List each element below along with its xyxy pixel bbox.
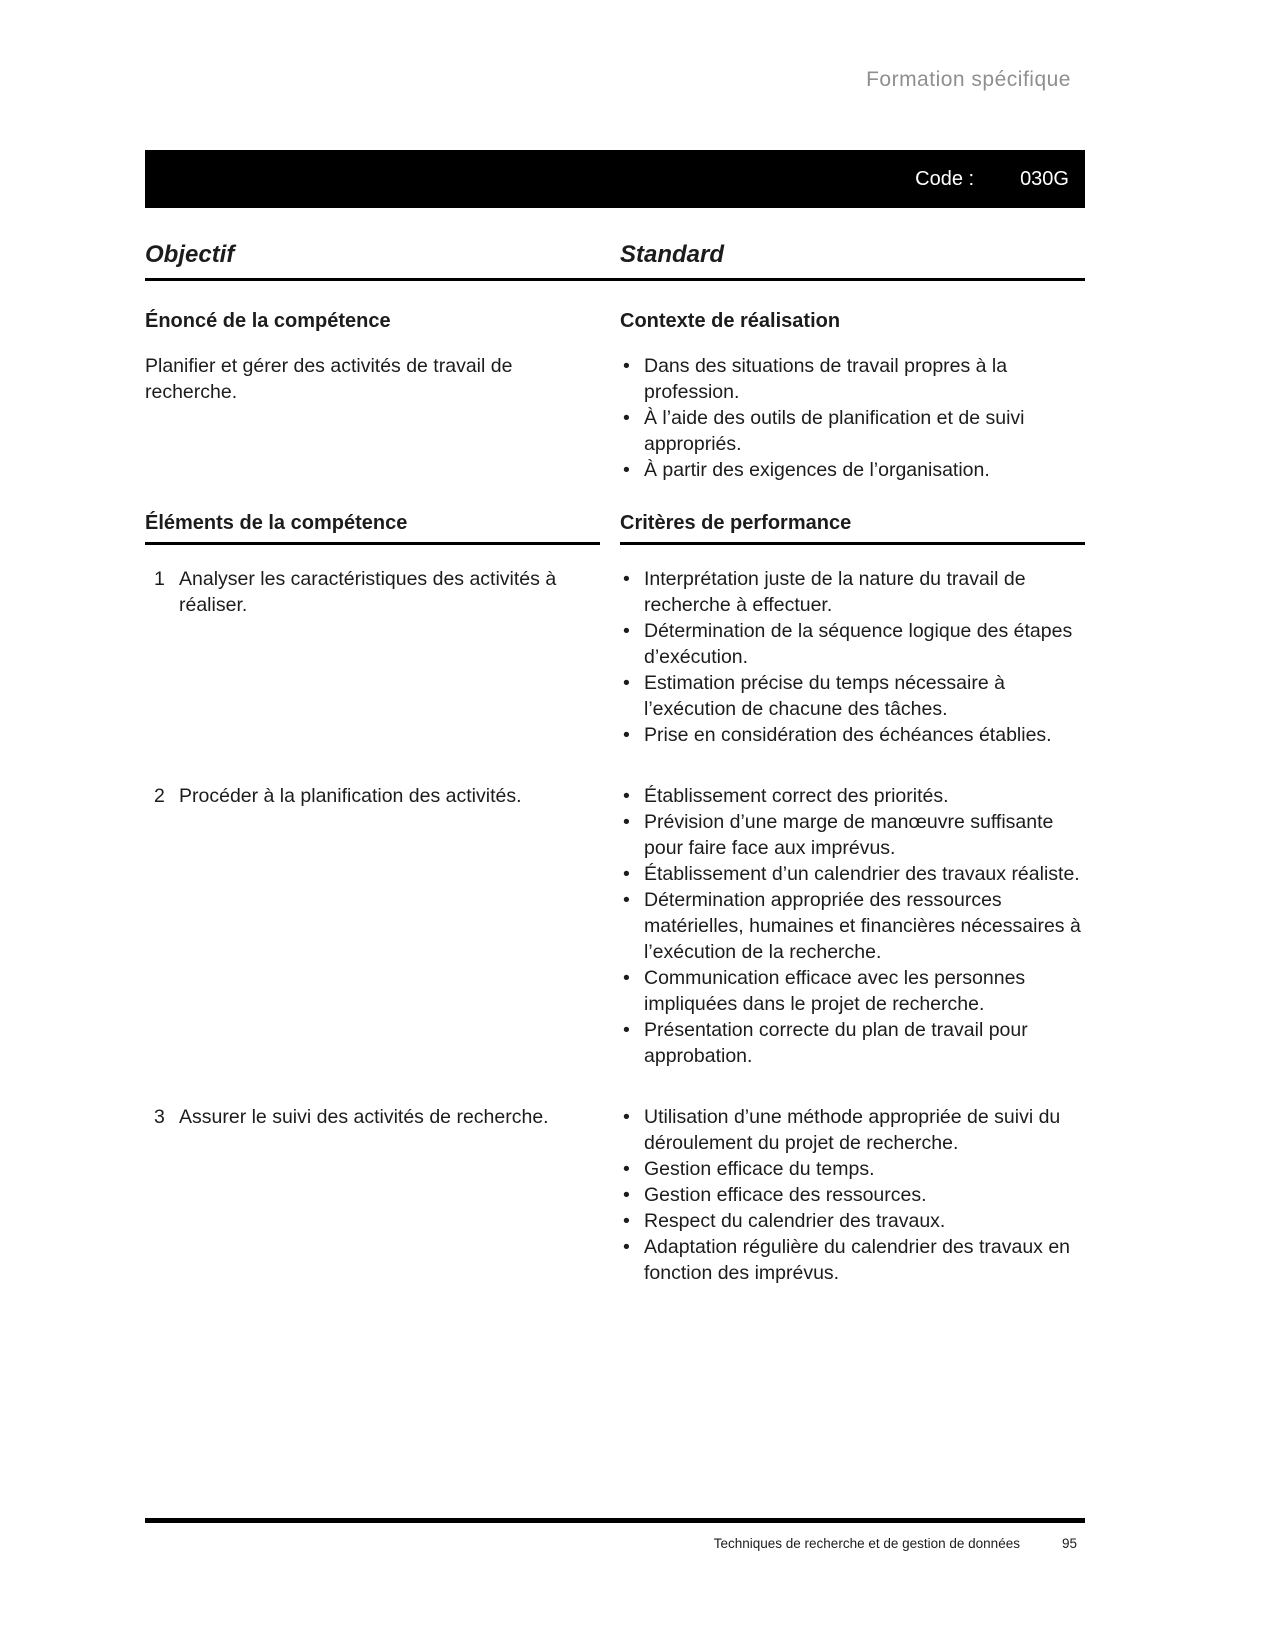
- criteria-item: • Adaptation régulière du calendrier des travaux en fonction des imprévus.: [620, 1234, 1085, 1286]
- criteria-item: • Interprétation juste de la nature du travail de recherche à effectuer.: [620, 566, 1085, 618]
- page-footer: [145, 1518, 1085, 1551]
- criteria-item: • Détermination appropriée des ressources matérielles, humaines et financières nécessaires à l’exécution de la recherche.: [620, 887, 1085, 965]
- elements-title: Éléments de la compétence: [145, 512, 600, 545]
- criteria-item: • Estimation précise du temps nécessaire à l’exécution de chacune des tâches.: [620, 670, 1085, 722]
- competency-row: [145, 783, 1085, 1069]
- contexte-bullet-item: • À l’aide des outils de planification et de suivi appropriés.: [620, 405, 1085, 457]
- footer-text: Techniques de recherche et de gestion de données: [713, 1536, 1020, 1551]
- criteria-item: • Utilisation d’une méthode appropriée de suivi du déroulement du projet de recherche.: [620, 1104, 1085, 1156]
- running-header: Formation spécifique: [866, 68, 1071, 91]
- contexte-title: Contexte de réalisation: [620, 310, 841, 332]
- criteria-item: • Gestion efficace des ressources.: [620, 1182, 1085, 1208]
- enonce-title: Énoncé de la compétence: [145, 310, 391, 332]
- column-headers: [145, 241, 1085, 281]
- enonce-block: [145, 310, 600, 483]
- criteria-list: [620, 566, 1085, 748]
- element-cell: [145, 566, 600, 748]
- code-value: 030G: [1020, 167, 1069, 190]
- criteria-item: • Gestion efficace du temps.: [620, 1156, 1085, 1182]
- criteres-title: Critères de performance: [620, 512, 1085, 545]
- criteria-item: • Prise en considération des échéances établies.: [620, 722, 1085, 748]
- code-label: Code :: [915, 167, 975, 190]
- criteria-item: • Détermination de la séquence logique des étapes d’exécution.: [620, 618, 1085, 670]
- criteria-item: • Présentation correcte du plan de travail pour approbation.: [620, 1017, 1085, 1069]
- criteria-list: [620, 783, 1085, 1069]
- criteria-item: • Établissement d’un calendrier des travaux réaliste.: [620, 861, 1085, 887]
- element-cell: [145, 783, 600, 1069]
- contexte-bullet-item: • Dans des situations de travail propres à la profession.: [620, 353, 1085, 405]
- contexte-block: [620, 310, 1085, 483]
- enonce-body: Planifier et gérer des activités de travail de recherche.: [145, 355, 513, 403]
- element-text: Assurer le suivi des activités de recherche.: [179, 1106, 549, 1128]
- element-text: Analyser les caractéristiques des activités à réaliser.: [179, 568, 557, 616]
- competency-row: [145, 1104, 1085, 1286]
- column-header-objectif: Objectif: [145, 241, 235, 268]
- element-cell: [145, 1104, 600, 1286]
- competence-context-section: [145, 310, 1085, 483]
- competency-rows: [145, 566, 1085, 1321]
- code-banner: [145, 150, 1085, 208]
- criteria-item: • Établissement correct des priorités.: [620, 783, 1085, 809]
- column-header-standard: Standard: [620, 241, 725, 268]
- contexte-bullets: [620, 353, 1085, 483]
- element-number: 3: [154, 1106, 165, 1128]
- contexte-bullet-item: • À partir des exigences de l’organisation.: [620, 457, 1085, 483]
- element-number: 2: [154, 785, 165, 807]
- criteria-list: [620, 1104, 1085, 1286]
- element-number: 1: [154, 568, 165, 590]
- competency-row: [145, 566, 1085, 748]
- table-headers: [145, 512, 1085, 545]
- criteria-item: • Respect du calendrier des travaux.: [620, 1208, 1085, 1234]
- element-text: Procéder à la planification des activités.: [179, 785, 522, 807]
- criteria-item: • Prévision d’une marge de manœuvre suffisante pour faire face aux imprévus.: [620, 809, 1085, 861]
- footer-page-number: 95: [1061, 1536, 1077, 1551]
- criteria-item: • Communication efficace avec les personnes impliquées dans le projet de recherche.: [620, 965, 1085, 1017]
